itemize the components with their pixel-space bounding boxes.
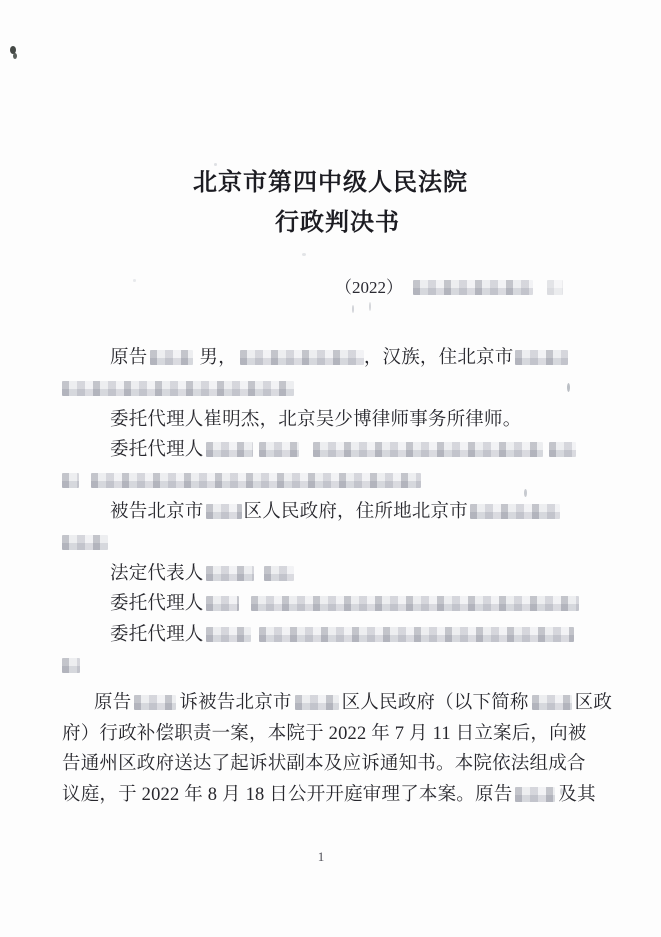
- body-line: [62, 374, 584, 405]
- body-line: [62, 435, 584, 466]
- body-line: [62, 466, 584, 497]
- scan-speck: [567, 383, 570, 392]
- scan-speck: [13, 53, 17, 59]
- redacted-text: [547, 280, 563, 295]
- body-line: [62, 528, 584, 559]
- redacted-text: [62, 658, 80, 673]
- redacted-text: [240, 350, 364, 365]
- redacted-text: [259, 442, 299, 457]
- text-segment: 法定代表人: [110, 563, 204, 584]
- redacted-text: [62, 381, 294, 396]
- body-line: [62, 719, 587, 750]
- redacted-text: [206, 566, 254, 581]
- body-line: [62, 559, 584, 590]
- redacted-text: [150, 350, 193, 365]
- redacted-text: [206, 596, 239, 611]
- text-segment: 区政: [574, 692, 613, 713]
- text-segment: 及其: [558, 785, 596, 806]
- scan-speck: [133, 279, 136, 282]
- text-segment: 被告北京市: [110, 501, 204, 522]
- redacted-text: [62, 473, 79, 488]
- text-segment: 府）行政补偿职责一案，本院于 2022 年 7 月 11 日立案后，向被: [62, 723, 587, 744]
- scan-speck: [524, 489, 527, 497]
- redacted-text: [295, 695, 339, 710]
- redacted-text: [62, 535, 108, 550]
- body-line: [62, 749, 584, 780]
- body-lines: [62, 343, 613, 811]
- text-segment: 议庭，于 2022 年 8 月 18 日公开开庭审理了本案。原告: [62, 785, 513, 806]
- text-segment: ，汉族，住北京市: [363, 348, 514, 368]
- body-line: [62, 651, 584, 682]
- redacted-text: [259, 627, 574, 642]
- text-segment: 原告: [94, 692, 132, 713]
- redacted-text: [91, 473, 421, 488]
- document-header: [0, 168, 661, 238]
- body-line: [62, 780, 596, 811]
- body-line: [62, 405, 584, 436]
- redacted-text: [413, 280, 533, 295]
- scan-speck: [214, 163, 217, 166]
- redacted-text: [532, 695, 572, 710]
- scan-speck: [352, 305, 354, 313]
- text-segment: 男，: [199, 348, 237, 368]
- text-segment: 委托代理人: [110, 625, 204, 646]
- scan-speck: [302, 253, 306, 256]
- page-number: 1: [317, 849, 325, 864]
- scan-speck: [560, 788, 563, 795]
- body-line: [62, 497, 584, 528]
- redacted-text: [206, 504, 242, 519]
- redacted-text: [206, 627, 251, 642]
- redacted-text: [134, 695, 176, 710]
- redacted-text: [515, 350, 568, 365]
- text-segment: 诉被告北京市: [179, 692, 292, 713]
- case-number-line: [335, 276, 563, 300]
- text-segment: 区人民政府，住所地北京市: [243, 501, 468, 522]
- text-segment: 委托代理人崔明杰，北京吴少博律师事务所律师。: [110, 409, 522, 430]
- redacted-text: [251, 596, 579, 611]
- redacted-text: [549, 442, 576, 457]
- redacted-text: [515, 787, 555, 802]
- body-line: [62, 343, 584, 374]
- text-segment: 告通州区政府送达了起诉状副本及应诉通知书。本院依法组成合: [62, 754, 586, 775]
- body-line: [62, 688, 613, 719]
- redacted-text: [264, 566, 294, 581]
- redacted-text: [313, 442, 543, 457]
- text-segment: （2022）: [335, 278, 403, 297]
- scan-speck: [369, 302, 371, 311]
- redacted-text: [470, 504, 560, 519]
- text-segment: 原告: [110, 348, 148, 368]
- text-segment: 区人民政府（以下简称: [341, 692, 529, 713]
- text-segment: 委托代理人: [110, 440, 204, 461]
- redacted-text: [206, 442, 253, 457]
- body-line: [62, 589, 584, 620]
- text-segment: 委托代理人: [110, 594, 204, 615]
- court-name: 北京市第四中级人民法院: [193, 170, 468, 196]
- document-type-title: 行政判决书: [275, 210, 400, 236]
- body-line: [62, 620, 584, 651]
